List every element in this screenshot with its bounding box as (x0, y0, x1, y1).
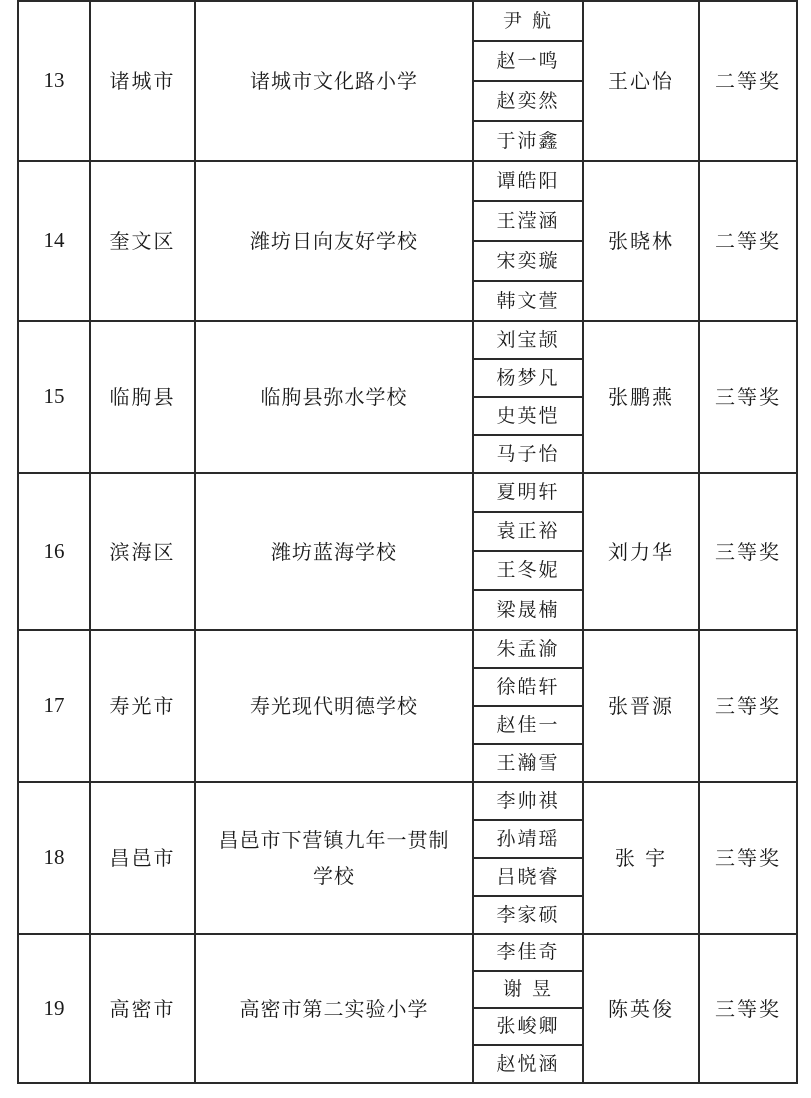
table-row (18, 161, 797, 201)
school-name-cell: 临朐县弥水学校 (195, 321, 473, 473)
student-name-cell: 王冬妮 (473, 551, 583, 590)
row-number-cell: 17 (18, 630, 90, 782)
student-name-cell: 徐皓轩 (473, 668, 583, 706)
table-row (18, 934, 797, 971)
student-name-cell: 赵悦涵 (473, 1045, 583, 1083)
student-name-cell: 谢 昱 (473, 971, 583, 1008)
award-level-cell: 三等奖 (699, 321, 797, 473)
teacher-name-cell: 张晓林 (583, 161, 699, 321)
school-name-cell: 高密市第二实验小学 (195, 934, 473, 1083)
teacher-name-cell: 张晋源 (583, 630, 699, 782)
student-name-cell: 赵一鸣 (473, 41, 583, 81)
student-name-cell: 梁晟楠 (473, 590, 583, 630)
teacher-name-cell: 张 宇 (583, 782, 699, 934)
student-name-cell: 杨梦凡 (473, 359, 583, 397)
county-cell: 昌邑市 (90, 782, 195, 934)
student-name-cell: 谭皓阳 (473, 161, 583, 201)
school-name-cell: 潍坊日向友好学校 (195, 161, 473, 321)
school-name-cell: 诸城市文化路小学 (195, 1, 473, 161)
row-number-cell: 15 (18, 321, 90, 473)
teacher-name-cell: 陈英俊 (583, 934, 699, 1083)
student-name-cell: 史英恺 (473, 397, 583, 435)
teacher-name-cell: 王心怡 (583, 1, 699, 161)
student-name-cell: 吕晓睿 (473, 858, 583, 896)
table-row (18, 630, 797, 668)
student-name-cell: 赵奕然 (473, 81, 583, 121)
award-level-cell: 三等奖 (699, 473, 797, 630)
student-name-cell: 王瀚雪 (473, 744, 583, 782)
table-row (18, 473, 797, 512)
row-number-cell: 16 (18, 473, 90, 630)
row-number-cell: 14 (18, 161, 90, 321)
row-number-cell: 19 (18, 934, 90, 1083)
teacher-name-cell: 张鹏燕 (583, 321, 699, 473)
county-cell: 奎文区 (90, 161, 195, 321)
student-name-cell: 李帅祺 (473, 782, 583, 820)
table-row (18, 1, 797, 41)
student-name-cell: 于沛鑫 (473, 121, 583, 161)
student-name-cell: 张峻卿 (473, 1008, 583, 1045)
award-level-cell: 三等奖 (699, 934, 797, 1083)
student-name-cell: 李佳奇 (473, 934, 583, 971)
school-name-cell: 昌邑市下营镇九年一贯制学校 (195, 782, 473, 934)
award-level-cell: 三等奖 (699, 782, 797, 934)
student-name-cell: 孙靖瑶 (473, 820, 583, 858)
school-name-cell: 寿光现代明德学校 (195, 630, 473, 782)
student-name-cell: 王滢涵 (473, 201, 583, 241)
award-level-cell: 二等奖 (699, 161, 797, 321)
student-name-cell: 袁正裕 (473, 512, 583, 551)
student-name-cell: 马子怡 (473, 435, 583, 473)
student-name-cell: 李家硕 (473, 896, 583, 934)
award-list-table (17, 0, 798, 1084)
county-cell: 临朐县 (90, 321, 195, 473)
county-cell: 滨海区 (90, 473, 195, 630)
student-name-cell: 刘宝颉 (473, 321, 583, 359)
county-cell: 寿光市 (90, 630, 195, 782)
table-row (18, 782, 797, 820)
student-name-cell: 宋奕璇 (473, 241, 583, 281)
teacher-name-cell: 刘力华 (583, 473, 699, 630)
student-name-cell: 韩文萱 (473, 281, 583, 321)
table-row (18, 321, 797, 359)
row-number-cell: 18 (18, 782, 90, 934)
row-number-cell: 13 (18, 1, 90, 161)
student-name-cell: 朱孟渝 (473, 630, 583, 668)
county-cell: 诸城市 (90, 1, 195, 161)
award-table-body (18, 1, 797, 1083)
award-level-cell: 三等奖 (699, 630, 797, 782)
award-level-cell: 二等奖 (699, 1, 797, 161)
student-name-cell: 赵佳一 (473, 706, 583, 744)
student-name-cell: 尹 航 (473, 1, 583, 41)
school-name-cell: 潍坊蓝海学校 (195, 473, 473, 630)
student-name-cell: 夏明轩 (473, 473, 583, 512)
county-cell: 高密市 (90, 934, 195, 1083)
